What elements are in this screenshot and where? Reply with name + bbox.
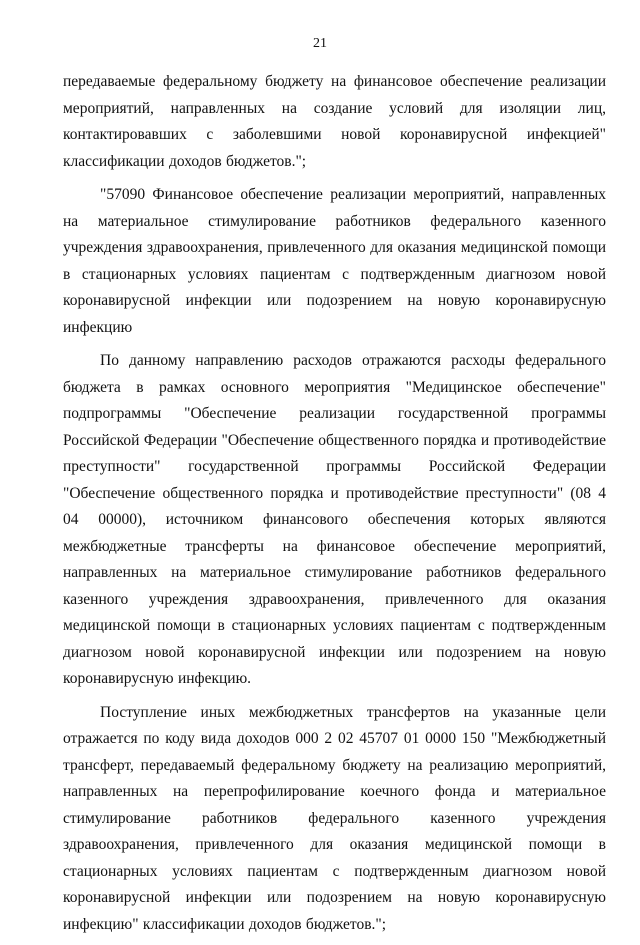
page-number: 21 <box>313 36 327 51</box>
document-body <box>63 69 606 945</box>
paragraph-section-heading: "57090 Финансовое обеспечение реализации мероприятий, направленных на материальное стимулирование работников федерального казенного учреждения здравоохранения, привлеченного для оказания медицинской помощи в стационарных условиях пациентам с подтвержденным диагнозом новой коронавирусной инфекции или подозрением на новую коронавирусную инфекцию <box>63 186 606 336</box>
paragraph-expenses-description: По данному направлению расходов отражаются расходы федерального бюджета в рамках основного мероприятия "Медицинское обеспечение" подпрограммы "Обеспечение реализации государственной программы Российской Федерации "Обеспечение общественного порядка и противодействие преступности" государственной программы Российской Федерации "Обеспечение общественного порядка и противодействие преступности" (08 4 04 00000), источником финансового обеспечения которых являются межбюджетные трансферты на финансовое обеспечение мероприятий, направленных на материальное стимулирование работников федерального казенного учреждения здравоохранения, привлеченного для оказания медицинской помощи в стационарных условиях пациентам с подтвержденным диагнозом новой коронавирусной инфекции или подозрением на новую коронавирусную инфекцию. <box>63 352 606 687</box>
paragraph-transfers-income: Поступление иных межбюджетных трансфертов на указанные цели отражается по коду вида доходов 000 2 02 45707 01 0000 150 "Межбюджетный трансферт, передаваемый федеральному бюджету на реализацию мероприятий, направленных на перепрофилирование коечного фонда и материальное стимулирование работников федерального казенного учреждения здравоохранения, привлеченного для оказания медицинской помощи в стационарных условиях пациентам с подтвержденным диагнозом новой коронавирусной инфекции или подозрением на новую коронавирусную инфекцию" классификации доходов бюджетов."; <box>63 703 606 933</box>
paragraph-continuation: передаваемые федеральному бюджету на финансовое обеспечение реализации мероприятий, направленных на создание условий для изоляции лиц, контактировавших с заболевшими новой коронавирусной инфекцией" классификации доходов бюджетов."; <box>63 73 606 170</box>
